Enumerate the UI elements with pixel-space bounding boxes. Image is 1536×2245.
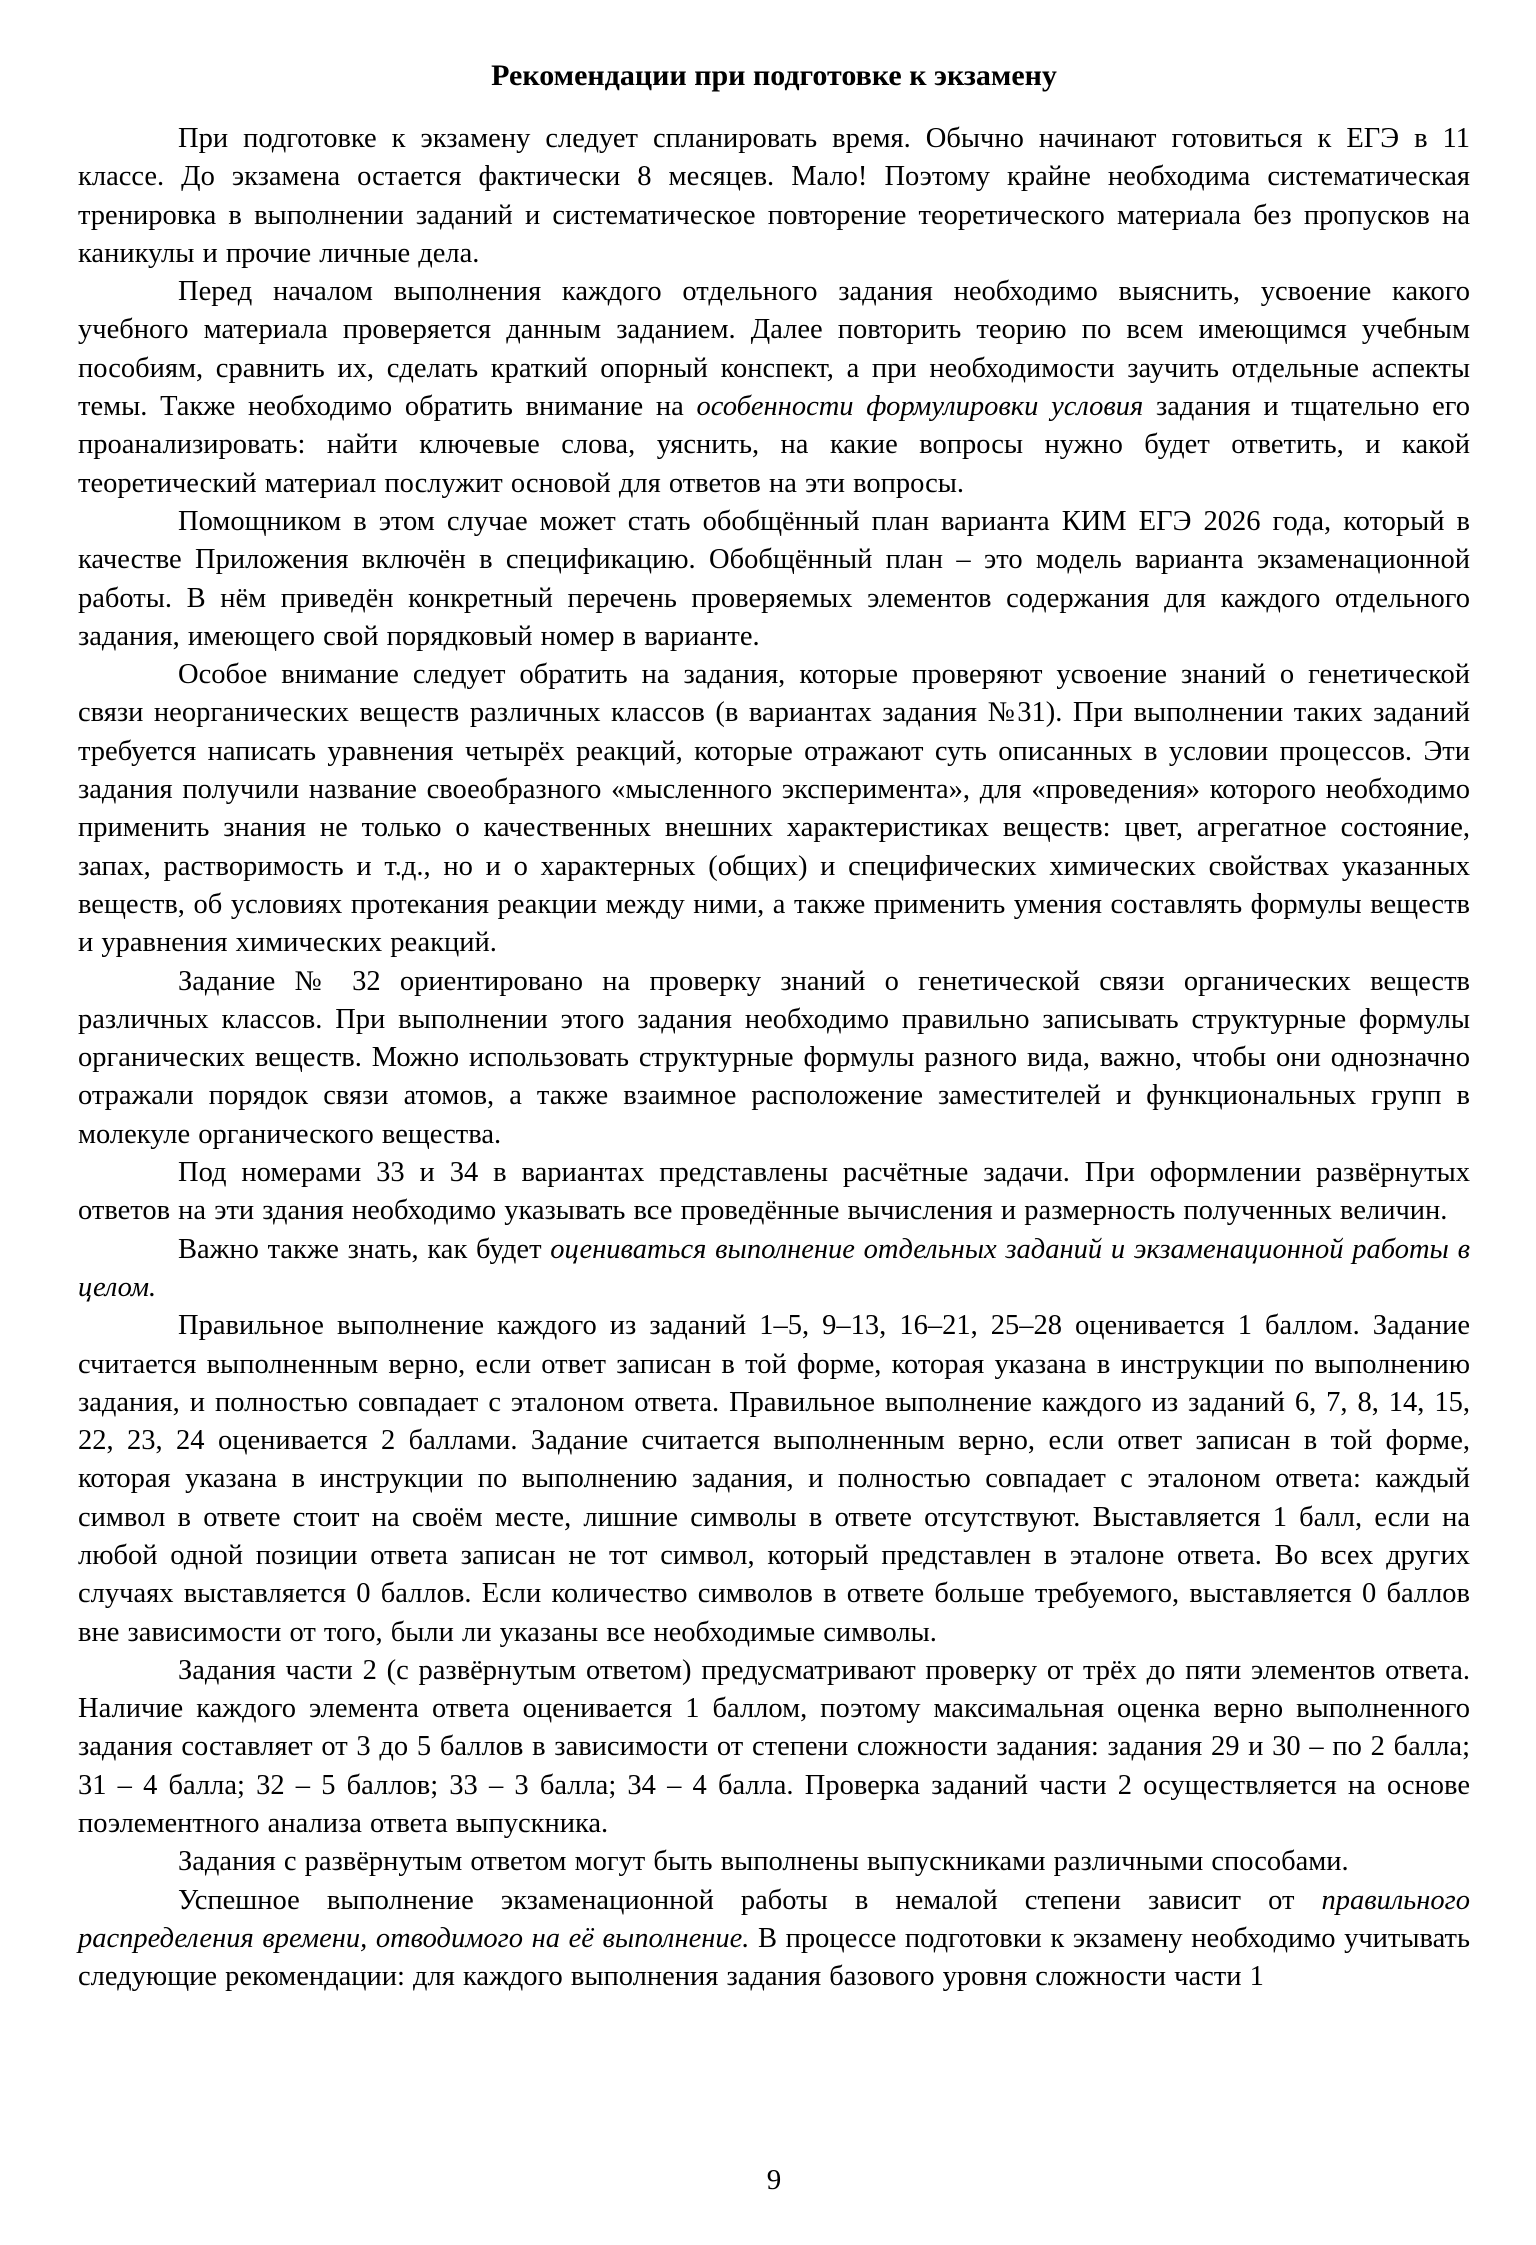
paragraph-segment: Под номерами 33 и 34 в вариантах представлены расчётные задачи. При оформлении развёрнутых ответов на эти здания необходимо указывать все проведённые вычисления и размерность полученных величин. xyxy=(78,1157,1470,1227)
paragraph-segment: Помощником в этом случае может стать обобщённый план варианта КИМ ЕГЭ 2026 года, который в качестве Приложения включён в спецификацию. Обобщённый план – это модель варианта экзаменационной работы. В нём приведён конкретный перечень проверяемых элементов содержания для каждого отдельного задания, имеющего свой порядковый номер в варианте. xyxy=(78,505,1470,652)
page-title: Рекомендации при подготовке к экзамену xyxy=(491,59,1057,92)
paragraph-segment-italic: оцениваться выполнение отдельных заданий и экзаменационной работы в целом. xyxy=(78,1233,1470,1303)
paragraph xyxy=(78,963,1470,1154)
paragraph-segment: При подготовке к экзамену следует спланировать время. Обычно начинают готовиться к ЕГЭ в 11 классе. До экзамена остается фактически 8 месяцев. Мало! Поэтому крайне необходима систематическая тренировка в выполнении заданий и систематическое повторение теоретического материала без пропусков на каникулы и прочие личные дела. xyxy=(78,123,1470,269)
document-paragraphs xyxy=(78,120,1470,1997)
paragraph-segment: Задание № 32 ориентировано на проверку знаний о генетической связи органических веществ различных классов. При выполнении этого задания необходимо правильно записывать структурные формулы органических веществ. Можно использовать структурные формулы разного вида, важно, чтобы они однозначно отражали порядок связи атомов, а также взаимное расположение заместителей и функциональных групп в молекуле органического вещества. xyxy=(78,965,1470,1150)
paragraph xyxy=(78,120,1470,273)
paragraph-segment: В процессе подготовки к экзамену необходимо учитывать следующие рекомендации: для каждого выполнения задания базового уровня сложности части 1 xyxy=(78,1922,1470,1993)
paragraph xyxy=(78,1652,1470,1843)
paragraph xyxy=(78,656,1470,962)
paragraph xyxy=(78,503,1470,656)
paragraph-segment: Задания с развёрнутым ответом могут быть выполнены выпускниками различными способами. xyxy=(178,1846,1349,1878)
paragraph xyxy=(78,1154,1470,1231)
paragraph-segment: Важно также знать, как будет xyxy=(178,1233,551,1265)
paragraph-segment: Правильное выполнение каждого из заданий 1–5, 9–13, 16–21, 25–28 оценивается 1 баллом. Задание считается выполненным верно, если ответ записан в той форме, которая указана в инструкции по выполнению задания, и полностью совпадает с эталоном ответа. Правильное выполнение каждого из заданий 6, 7, 8, 14, 15, 22, 23, 24 оценивается 2 баллами. Задание считается выполненным верно, если ответ записан в той форме, которая указана в инструкции по выполнению задания, и полностью совпадает с эталоном ответа: каждый символ в ответе стоит на своём месте, лишние символы в ответе отсутствуют. Выставляется 1 балл, если на любой одной позиции ответа записан не тот символ, который представлен в эталоне ответа. Во всех других случаях выставляется 0 баллов. Если количество символов в ответе больше требуемого, выставляется 0 баллов вне зависимости от того, были ли указаны все необходимые символы. xyxy=(78,1310,1470,1648)
paragraph-segment-italic: правильного распределения времени, отводимого на её выполнение. xyxy=(78,1884,1470,1954)
paragraph xyxy=(78,273,1470,503)
paragraph-segment-italic: особенности формулировки условия xyxy=(696,391,1144,423)
paragraph-segment: Особое внимание следует обратить на задания, которые проверяют усвоение знаний о генетической связи неорганических веществ различных классов (в вариантах задания №31). При выполнении таких заданий требуется написать уравнения четырёх реакций, которые отражают суть описанных в условии процессов. Эти задания получили название своеобразного «мысленного эксперимента», для «проведения» которого необходимо применить знания не только о качественных внешних характеристиках веществ: цвет, агрегатное состояние, запах, растворимость и т.д., но и о характерных (общих) и специфических химических свойствах указанных веществ, об условиях протекания реакции между ними, а также применить умения составлять формулы веществ и уравнения химических реакций. xyxy=(78,659,1470,959)
page-number: 9 xyxy=(766,2164,782,2196)
paragraph xyxy=(78,1882,1470,1997)
paragraph xyxy=(78,1843,1470,1881)
paragraph xyxy=(78,1231,1470,1308)
paragraph-segment: Успешное выполнение экзаменационной работы в немалой степени зависит от xyxy=(178,1884,1322,1916)
paragraph-segment: задания и тщательно его проанализировать: найти ключевые слова, уяснить, на какие вопросы нужно будет ответить, и какой теоретический материал послужит основой для ответов на эти вопросы. xyxy=(78,391,1470,499)
paragraph-segment: Перед началом выполнения каждого отдельного задания необходимо выяснить, усвоение какого учебного материала проверяется данным заданием. Далее повторить теорию по всем имеющимся учебным пособиям, сравнить их, сделать краткий опорный конспект, а при необходимости заучить отдельные аспекты темы. Также необходимо обратить внимание на xyxy=(78,276,1470,423)
paragraph xyxy=(78,1307,1470,1652)
paragraph-segment: Задания части 2 (с развёрнутым ответом) предусматривают проверку от трёх до пяти элементов ответа. Наличие каждого элемента ответа оценивается 1 баллом, поэтому максимальная оценка верно выполненного задания составляет от 3 до 5 баллов в зависимости от степени сложности задания: задания 29 и 30 – по 2 балла; 31 – 4 балла; 32 – 5 баллов; 33 – 3 балла; 34 – 4 балла. Проверка заданий части 2 осуществляется на основе поэлементного анализа ответа выпускника. xyxy=(78,1654,1470,1840)
